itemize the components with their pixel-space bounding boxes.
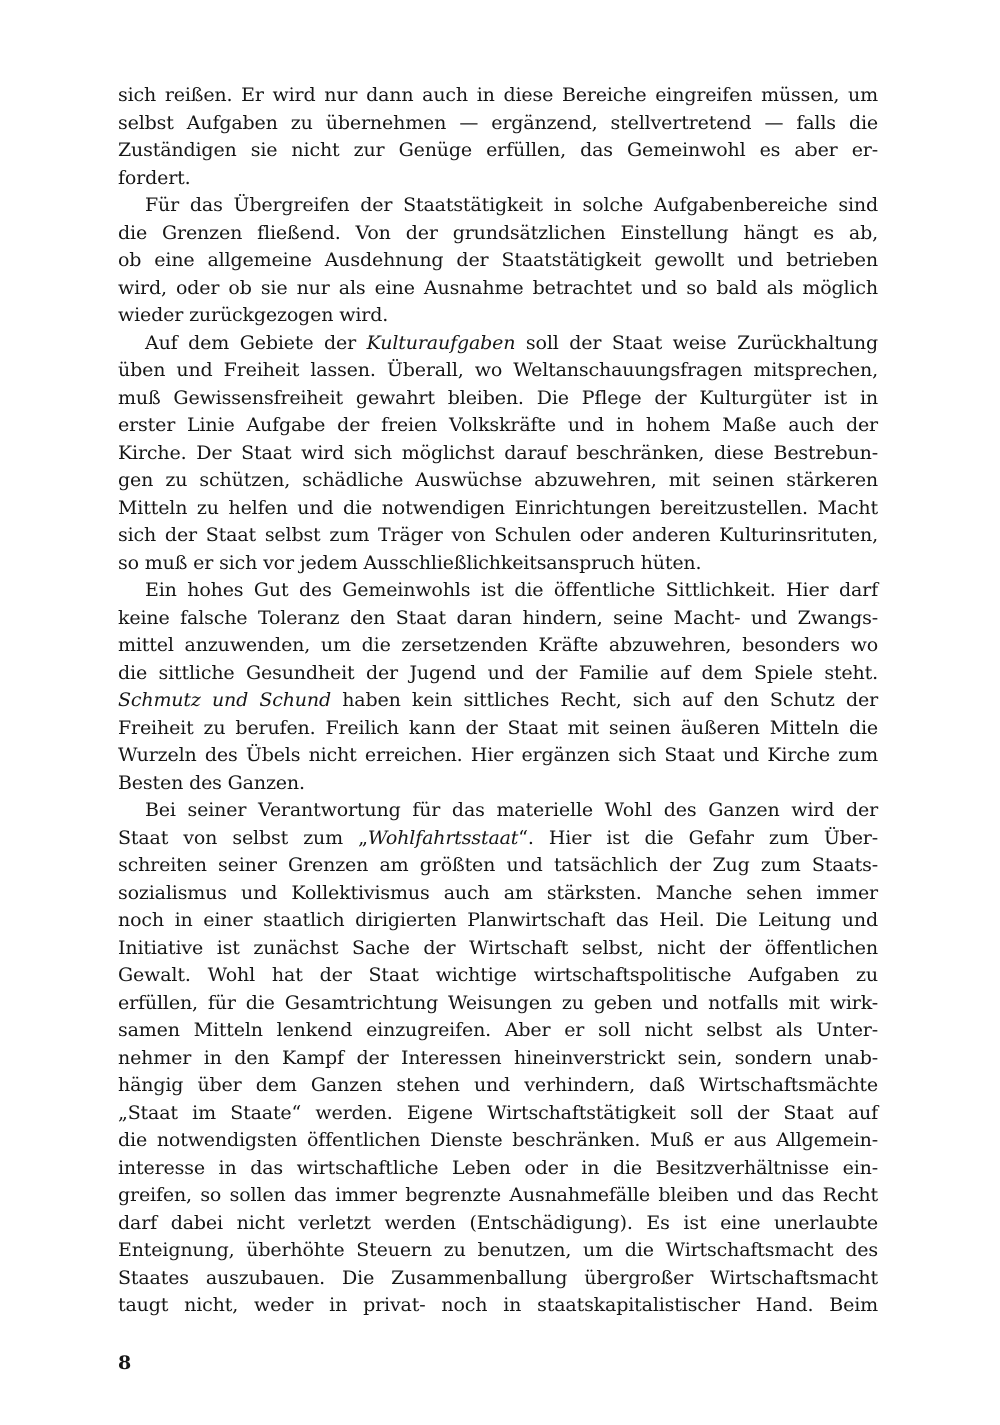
text-segment: Gewalt. Wohl hat der Staat wichtige wirtschaftspolitische Aufgaben zu <box>118 964 878 986</box>
text-line <box>118 632 878 660</box>
text-segment: Enteignung, überhöhte Steuern zu benutzen, um die Wirtschaftsmacht des <box>118 1239 878 1261</box>
text-line <box>118 742 878 770</box>
page-number: 8 <box>118 1352 132 1374</box>
text-segment: “. Hier ist die Gefahr zum Über- <box>518 826 878 849</box>
text-segment: samen Mitteln lenkend einzugreifen. Aber er soll nicht selbst als Unter- <box>118 1019 878 1041</box>
text-segment: gen zu schützen, schädliche Auswüchse abzuwehren, mit seinen stärkeren <box>118 469 878 491</box>
text-line <box>118 137 878 165</box>
text-segment: Wurzeln des Übels nicht erreichen. Hier ergänzen sich Staat und Kirche zum <box>118 744 878 766</box>
text-line <box>118 110 878 138</box>
emphasized-text: Wohlfahrtsstaat <box>367 826 519 849</box>
text-line <box>118 660 878 688</box>
text-segment: Staates auszubauen. Die Zusammenballung übergroßer Wirtschaftsmacht <box>118 1266 878 1289</box>
text-line <box>118 192 878 220</box>
text-segment: Initiative ist zunächst Sache der Wirtschaft selbst, nicht der öffentlichen <box>118 936 878 959</box>
text-line <box>118 165 878 193</box>
text-line <box>118 907 878 935</box>
text-segment: Zuständigen sie nicht zur Genüge erfüllen, das Gemeinwohl es aber er- <box>118 139 878 161</box>
text-segment: die Grenzen fließend. Von der grundsätzlichen Einstellung hängt es ab, <box>118 221 878 244</box>
text-segment: keine falsche Toleranz den Staat daran hindern, seine Macht- und Zwangs- <box>118 606 878 629</box>
text-segment: nehmer in den Kampf der Interessen hineinverstrickt sein, sondern unab- <box>118 1046 878 1069</box>
text-segment: Freiheit zu berufen. Freilich kann der Staat mit seinen äußeren Mitteln die <box>118 716 878 739</box>
text-line <box>118 385 878 413</box>
paragraph <box>118 797 878 1320</box>
paragraph <box>118 330 878 578</box>
text-segment: Mitteln zu helfen und die notwendigen Einrichtungen bereitzustellen. Macht <box>118 496 878 519</box>
text-line <box>118 550 878 578</box>
text-segment: so muß er sich vor jedem Ausschließlichkeitsanspruch hüten. <box>118 551 702 574</box>
text-segment: interesse in das wirtschaftliche Leben oder in die Besitzverhältnisse ein- <box>118 1156 878 1179</box>
text-line <box>118 440 878 468</box>
text-line <box>118 577 878 605</box>
paragraph <box>118 577 878 797</box>
text-segment: Für das Übergreifen der Staatstätigkeit in solche Aufgabenbereiche sind <box>145 194 878 216</box>
text-segment: Besten des Ganzen. <box>118 771 305 794</box>
text-line <box>118 467 878 495</box>
text-line <box>118 1017 878 1045</box>
text-segment: darf dabei nicht verletzt werden (Entschädigung). Es ist eine unerlaubte <box>118 1211 878 1234</box>
text-line <box>118 1127 878 1155</box>
emphasized-text: Schmutz und Schund <box>118 689 331 711</box>
text-segment: sozialismus und Kollektivismus auch am stärksten. Manche sehen immer <box>118 881 878 904</box>
text-segment: schreiten seiner Grenzen am größten und tatsächlich der Zug zum Staats- <box>118 854 878 876</box>
text-segment: muß Gewissensfreiheit gewahrt bleiben. Die Pflege der Kulturgüter ist in <box>118 386 878 409</box>
text-segment: selbst Aufgaben zu übernehmen — ergänzend, stellvertretend — falls die <box>118 111 878 134</box>
text-segment: die notwendigsten öffentlichen Dienste beschränken. Muß er aus Allgemein- <box>118 1129 878 1151</box>
text-line <box>118 495 878 523</box>
text-segment: greifen, so sollen das immer begrenzte Ausnahmefälle bleiben und das Recht <box>118 1184 878 1206</box>
text-segment: üben und Freiheit lassen. Überall, wo Weltanschauungsfragen mitsprechen, <box>118 359 878 381</box>
text-line <box>118 935 878 963</box>
text-line <box>118 1237 878 1265</box>
text-line <box>118 247 878 275</box>
text-segment: wieder zurückgezogen wird. <box>118 304 389 326</box>
text-line <box>118 1265 878 1293</box>
text-line <box>118 880 878 908</box>
text-segment: fordert. <box>118 166 191 189</box>
text-segment: Kirche. Der Staat wird sich möglichst darauf beschränken, diese Bestrebun- <box>118 441 878 464</box>
text-line <box>118 687 878 715</box>
text-line <box>118 1045 878 1073</box>
text-line <box>118 1155 878 1183</box>
text-segment: „Staat im Staate“ werden. Eigene Wirtschaftstätigkeit soll der Staat auf <box>118 1101 878 1124</box>
paragraph <box>118 82 878 192</box>
text-segment: die sittliche Gesundheit der Jugend und der Familie auf dem Spiele steht. <box>118 661 878 684</box>
text-line <box>118 82 878 110</box>
text-line <box>118 852 878 880</box>
text-line <box>118 1182 878 1210</box>
text-line <box>118 275 878 303</box>
text-line <box>118 220 878 248</box>
paragraph <box>118 192 878 330</box>
text-line <box>118 302 878 330</box>
text-segment: erster Linie Aufgabe der freien Volkskräfte und in hohem Maße auch der <box>118 414 878 436</box>
emphasized-text: Kulturaufgaben <box>366 331 516 354</box>
text-segment: mittel anzuwenden, um die zersetzenden Kräfte abzuwehren, besonders wo <box>118 634 878 656</box>
text-segment: erfüllen, für die Gesamtrichtung Weisungen zu geben und notfalls mit wirk- <box>118 991 878 1014</box>
text-segment: Bei seiner Verantwortung für das materielle Wohl des Ganzen wird der <box>145 799 878 821</box>
text-segment: Auf dem Gebiete der <box>145 331 367 354</box>
text-segment: hängig über dem Ganzen stehen und verhindern, daß Wirtschaftsmächte <box>118 1074 878 1096</box>
text-line <box>118 770 878 798</box>
text-segment: soll der Staat weise Zurückhaltung <box>515 331 878 354</box>
page-body <box>118 82 878 1320</box>
text-line <box>118 825 878 853</box>
text-line <box>118 605 878 633</box>
text-line <box>118 990 878 1018</box>
text-segment: ob eine allgemeine Ausdehnung der Staatstätigkeit gewollt und betrieben <box>118 249 878 271</box>
text-line <box>118 357 878 385</box>
text-line <box>118 797 878 825</box>
text-segment: sich der Staat selbst zum Träger von Schulen oder anderen Kulturinsrituten, <box>118 524 878 546</box>
text-line <box>118 1072 878 1100</box>
text-segment: Staat von selbst zum „ <box>118 826 368 849</box>
text-line <box>118 962 878 990</box>
text-line <box>118 1210 878 1238</box>
text-line <box>118 330 878 358</box>
text-line <box>118 1292 878 1320</box>
text-line <box>118 715 878 743</box>
text-line <box>118 412 878 440</box>
text-line <box>118 1100 878 1128</box>
text-segment: Ein hohes Gut des Gemeinwohls ist die öffentliche Sittlichkeit. Hier darf <box>145 579 878 601</box>
text-segment: sich reißen. Er wird nur dann auch in diese Bereiche eingreifen müssen, um <box>118 84 878 106</box>
text-line <box>118 522 878 550</box>
text-segment: haben kein sittliches Recht, sich auf den Schutz der <box>330 689 878 711</box>
text-segment: noch in einer staatlich dirigierten Planwirtschaft das Heil. Die Leitung und <box>118 909 878 931</box>
text-segment: taugt nicht, weder in privat- noch in staatskapitalistischer Hand. Beim <box>118 1294 878 1316</box>
text-segment: wird, oder ob sie nur als eine Ausnahme betrachtet und so bald als möglich <box>118 276 878 299</box>
